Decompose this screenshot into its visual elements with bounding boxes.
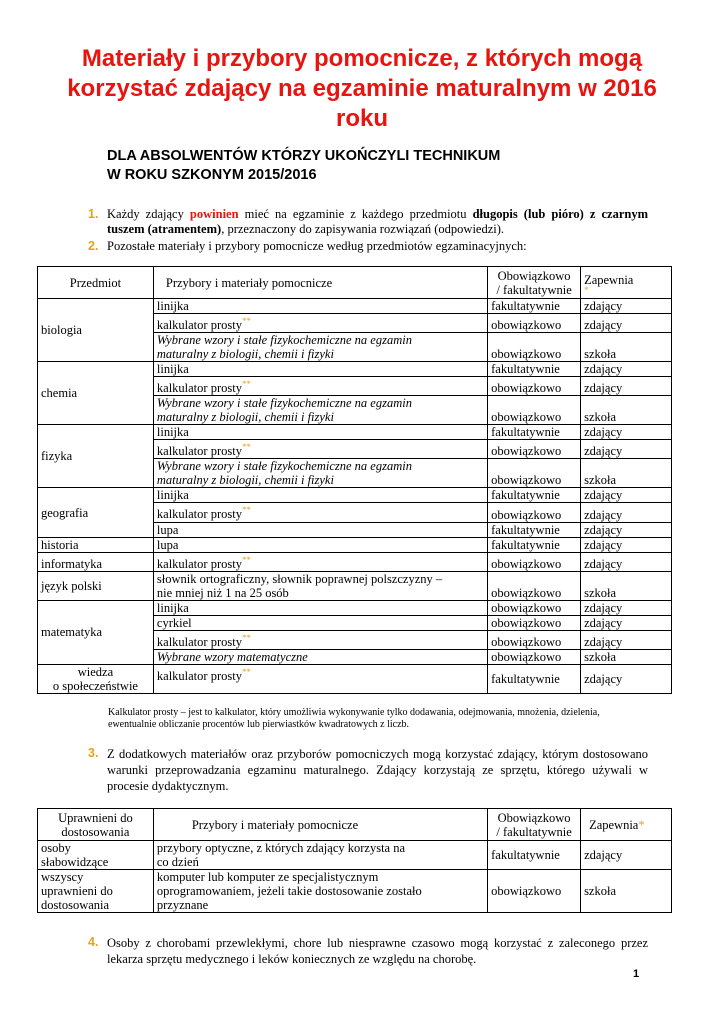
- header-obligatory: Obowiązkowo / fakultatywnie: [488, 267, 581, 299]
- provides-cell: zdający: [581, 615, 672, 630]
- item-cell: lupa: [153, 537, 487, 552]
- item-number: 3.: [88, 746, 99, 760]
- item-cell: Wybrane wzory i stałe fizykochemiczne na egzamin: [153, 333, 487, 348]
- obligatory-cell: obowiązkowo: [488, 630, 581, 649]
- item-number: 1.: [88, 207, 99, 221]
- obligatory-cell: [488, 396, 581, 411]
- obligatory-cell: [488, 333, 581, 348]
- item-cell: kalkulator prosty**: [153, 377, 487, 396]
- item-number: 4.: [88, 935, 99, 949]
- item-text: Pozostałe materiały i przybory pomocnicze według przedmiotów egzaminacyjnych:: [107, 239, 527, 253]
- obligatory-cell: fakultatywnie: [488, 537, 581, 552]
- item-cell: linijka: [153, 488, 487, 503]
- obligatory-cell: obowiązkowo: [488, 347, 581, 362]
- subject-cell: geografia: [38, 488, 154, 537]
- provides-cell: zdający: [581, 314, 672, 333]
- list-item-2: [88, 239, 648, 254]
- table-row: [38, 552, 672, 571]
- subject-cell: wiedza o społeczeństwie: [38, 664, 154, 693]
- subject-cell: matematyka: [38, 600, 154, 664]
- header-entitled: Uprawnieni do dostosowania: [38, 809, 154, 841]
- table-row: [38, 870, 672, 913]
- list-item-4: [88, 935, 648, 967]
- item-cell: kalkulator prosty**: [153, 440, 487, 459]
- table-row: [38, 537, 672, 552]
- provides-cell: zdający: [581, 522, 672, 537]
- item-cell: maturalny z biologii, chemii i fizyki: [153, 410, 487, 425]
- obligatory-cell: fakultatywnie: [488, 299, 581, 314]
- table-row: [38, 362, 672, 377]
- table-row: [38, 600, 672, 615]
- page-number: 1: [633, 968, 640, 980]
- subtitle: [107, 147, 667, 185]
- provides-cell: zdający: [581, 425, 672, 440]
- table-row: [38, 425, 672, 440]
- provides-cell: szkoła: [581, 571, 672, 600]
- list-item-1: [88, 207, 648, 237]
- item-cell: komputer lub komputer ze specjalistycznym oprogramowaniem, jeżeli takie dostosowanie zostało przyznane: [153, 870, 487, 913]
- provides-cell: [581, 333, 672, 348]
- obligatory-cell: obowiązkowo: [488, 571, 581, 600]
- item-cell: Wybrane wzory i stałe fizykochemiczne na egzamin: [153, 396, 487, 411]
- item-number: 2.: [88, 239, 99, 253]
- item-cell: cyrkiel: [153, 615, 487, 630]
- obligatory-cell: obowiązkowo: [488, 649, 581, 664]
- subject-cell: chemia: [38, 362, 154, 425]
- materials-table: [37, 266, 672, 694]
- item-text: Osoby z chorobami przewlekłymi, chore lub niesprawne czasowo mogą korzystać z zaleconego przez lekarza sprzętu medycznego i leków koniecznych ze względu na chorobę.: [107, 936, 648, 966]
- obligatory-cell: fakultatywnie: [488, 664, 581, 693]
- obligatory-cell: obowiązkowo: [488, 870, 581, 913]
- item-cell: przybory optyczne, z których zdający korzysta na co dzień: [153, 841, 487, 870]
- obligatory-cell: obowiązkowo: [488, 314, 581, 333]
- subject-cell: fizyka: [38, 425, 154, 488]
- obligatory-cell: [488, 459, 581, 474]
- item-cell: Wybrane wzory matematyczne: [153, 649, 487, 664]
- provides-cell: zdający: [581, 537, 672, 552]
- header-subject: Przedmiot: [38, 267, 154, 299]
- table-row: [38, 299, 672, 314]
- provides-cell: zdający: [581, 552, 672, 571]
- header-provides: Zapewnia *: [581, 267, 672, 299]
- provides-cell: zdający: [581, 841, 672, 870]
- provides-cell: zdający: [581, 503, 672, 522]
- provides-cell: szkoła: [581, 410, 672, 425]
- item-text: Każdy zdający powinien mieć na egzaminie z każdego przedmiotu długopis (lub pióro) z czarnym tuszem (atramentem), przeznaczony do zapisywania rozwiązań (odpowiedzi).: [107, 207, 648, 236]
- item-cell: kalkulator prosty**: [153, 552, 487, 571]
- item-cell: Wybrane wzory i stałe fizykochemiczne na egzamin: [153, 459, 487, 474]
- table-row: [38, 488, 672, 503]
- obligatory-cell: obowiązkowo: [488, 552, 581, 571]
- item-cell: maturalny z biologii, chemii i fizyki: [153, 473, 487, 488]
- calculator-note: Kalkulator prosty – jest to kalkulator, który umożliwia wykonywanie tylko dodawania, odejmowania, mnożenia, dzielenia, ewentualnie obliczanie procentów lub pierwiastków kwadratowych z liczb.: [108, 707, 600, 730]
- header-items: Przybory i materiały pomocnicze: [153, 267, 487, 299]
- item-cell: linijka: [153, 299, 487, 314]
- provides-cell: zdający: [581, 362, 672, 377]
- subject-cell: historia: [38, 537, 154, 552]
- table-row: [38, 664, 672, 693]
- obligatory-cell: fakultatywnie: [488, 522, 581, 537]
- entitled-cell: osoby słabowidzące: [38, 841, 154, 870]
- provides-cell: zdający: [581, 664, 672, 693]
- obligatory-cell: obowiązkowo: [488, 377, 581, 396]
- subtitle-line-1: DLA ABSOLWENTÓW KTÓRZY UKOŃCZYLI TECHNIKUM: [107, 148, 501, 164]
- accommodations-table: [37, 808, 672, 913]
- obligatory-cell: fakultatywnie: [488, 841, 581, 870]
- provides-cell: szkoła: [581, 649, 672, 664]
- table-row: [38, 841, 672, 870]
- obligatory-cell: obowiązkowo: [488, 473, 581, 488]
- obligatory-cell: obowiązkowo: [488, 600, 581, 615]
- provides-cell: szkoła: [581, 473, 672, 488]
- provides-cell: zdający: [581, 377, 672, 396]
- subject-cell: informatyka: [38, 552, 154, 571]
- item-cell: kalkulator prosty**: [153, 630, 487, 649]
- provides-cell: zdający: [581, 488, 672, 503]
- item-cell: kalkulator prosty**: [153, 314, 487, 333]
- obligatory-cell: fakultatywnie: [488, 425, 581, 440]
- subject-cell: język polski: [38, 571, 154, 600]
- header-provides: Zapewnia*: [581, 809, 672, 841]
- table-header: [38, 267, 672, 299]
- provides-cell: zdający: [581, 299, 672, 314]
- subject-cell: biologia: [38, 299, 154, 362]
- provides-cell: zdający: [581, 600, 672, 615]
- provides-cell: zdający: [581, 440, 672, 459]
- item-cell: linijka: [153, 425, 487, 440]
- provides-cell: szkoła: [581, 870, 672, 913]
- obligatory-cell: obowiązkowo: [488, 503, 581, 522]
- table-row: [38, 571, 672, 600]
- header-items: Przybory i materiały pomocnicze: [153, 809, 487, 841]
- item-cell: słownik ortograficzny, słownik poprawnej polszczyzny – nie mniej niż 1 na 25 osób: [153, 571, 487, 600]
- table-header: [38, 809, 672, 841]
- obligatory-cell: fakultatywnie: [488, 362, 581, 377]
- obligatory-cell: fakultatywnie: [488, 488, 581, 503]
- provides-cell: [581, 396, 672, 411]
- obligatory-cell: obowiązkowo: [488, 615, 581, 630]
- provides-cell: szkoła: [581, 347, 672, 362]
- obligatory-cell: obowiązkowo: [488, 410, 581, 425]
- subtitle-line-2: W ROKU SZKONYM 2015/2016: [107, 167, 317, 183]
- item-text: Z dodatkowych materiałów oraz przyborów pomocniczych mogą korzystać zdający, którym dostosowano warunki przeprowadzania egzaminu maturalnego. Zdający korzystają ze sprzętu, którego używali w procesie dydaktycznym.: [107, 747, 648, 793]
- obligatory-cell: obowiązkowo: [488, 440, 581, 459]
- provides-cell: [581, 459, 672, 474]
- provides-cell: zdający: [581, 630, 672, 649]
- item-cell: kalkulator prosty**: [153, 503, 487, 522]
- item-cell: lupa: [153, 522, 487, 537]
- item-cell: linijka: [153, 362, 487, 377]
- item-cell: kalkulator prosty**: [153, 664, 487, 693]
- header-obligatory: Obowiązkowo / fakultatywnie: [488, 809, 581, 841]
- list-item-3: [88, 746, 648, 794]
- page-title: Materiały i przybory pomocnicze, z których mogą korzystać zdający na egzaminie maturalnym w 2016 roku: [67, 45, 657, 132]
- entitled-cell: wszyscy uprawnieni do dostosowania: [38, 870, 154, 913]
- item-cell: linijka: [153, 600, 487, 615]
- item-cell: maturalny z biologii, chemii i fizyki: [153, 347, 487, 362]
